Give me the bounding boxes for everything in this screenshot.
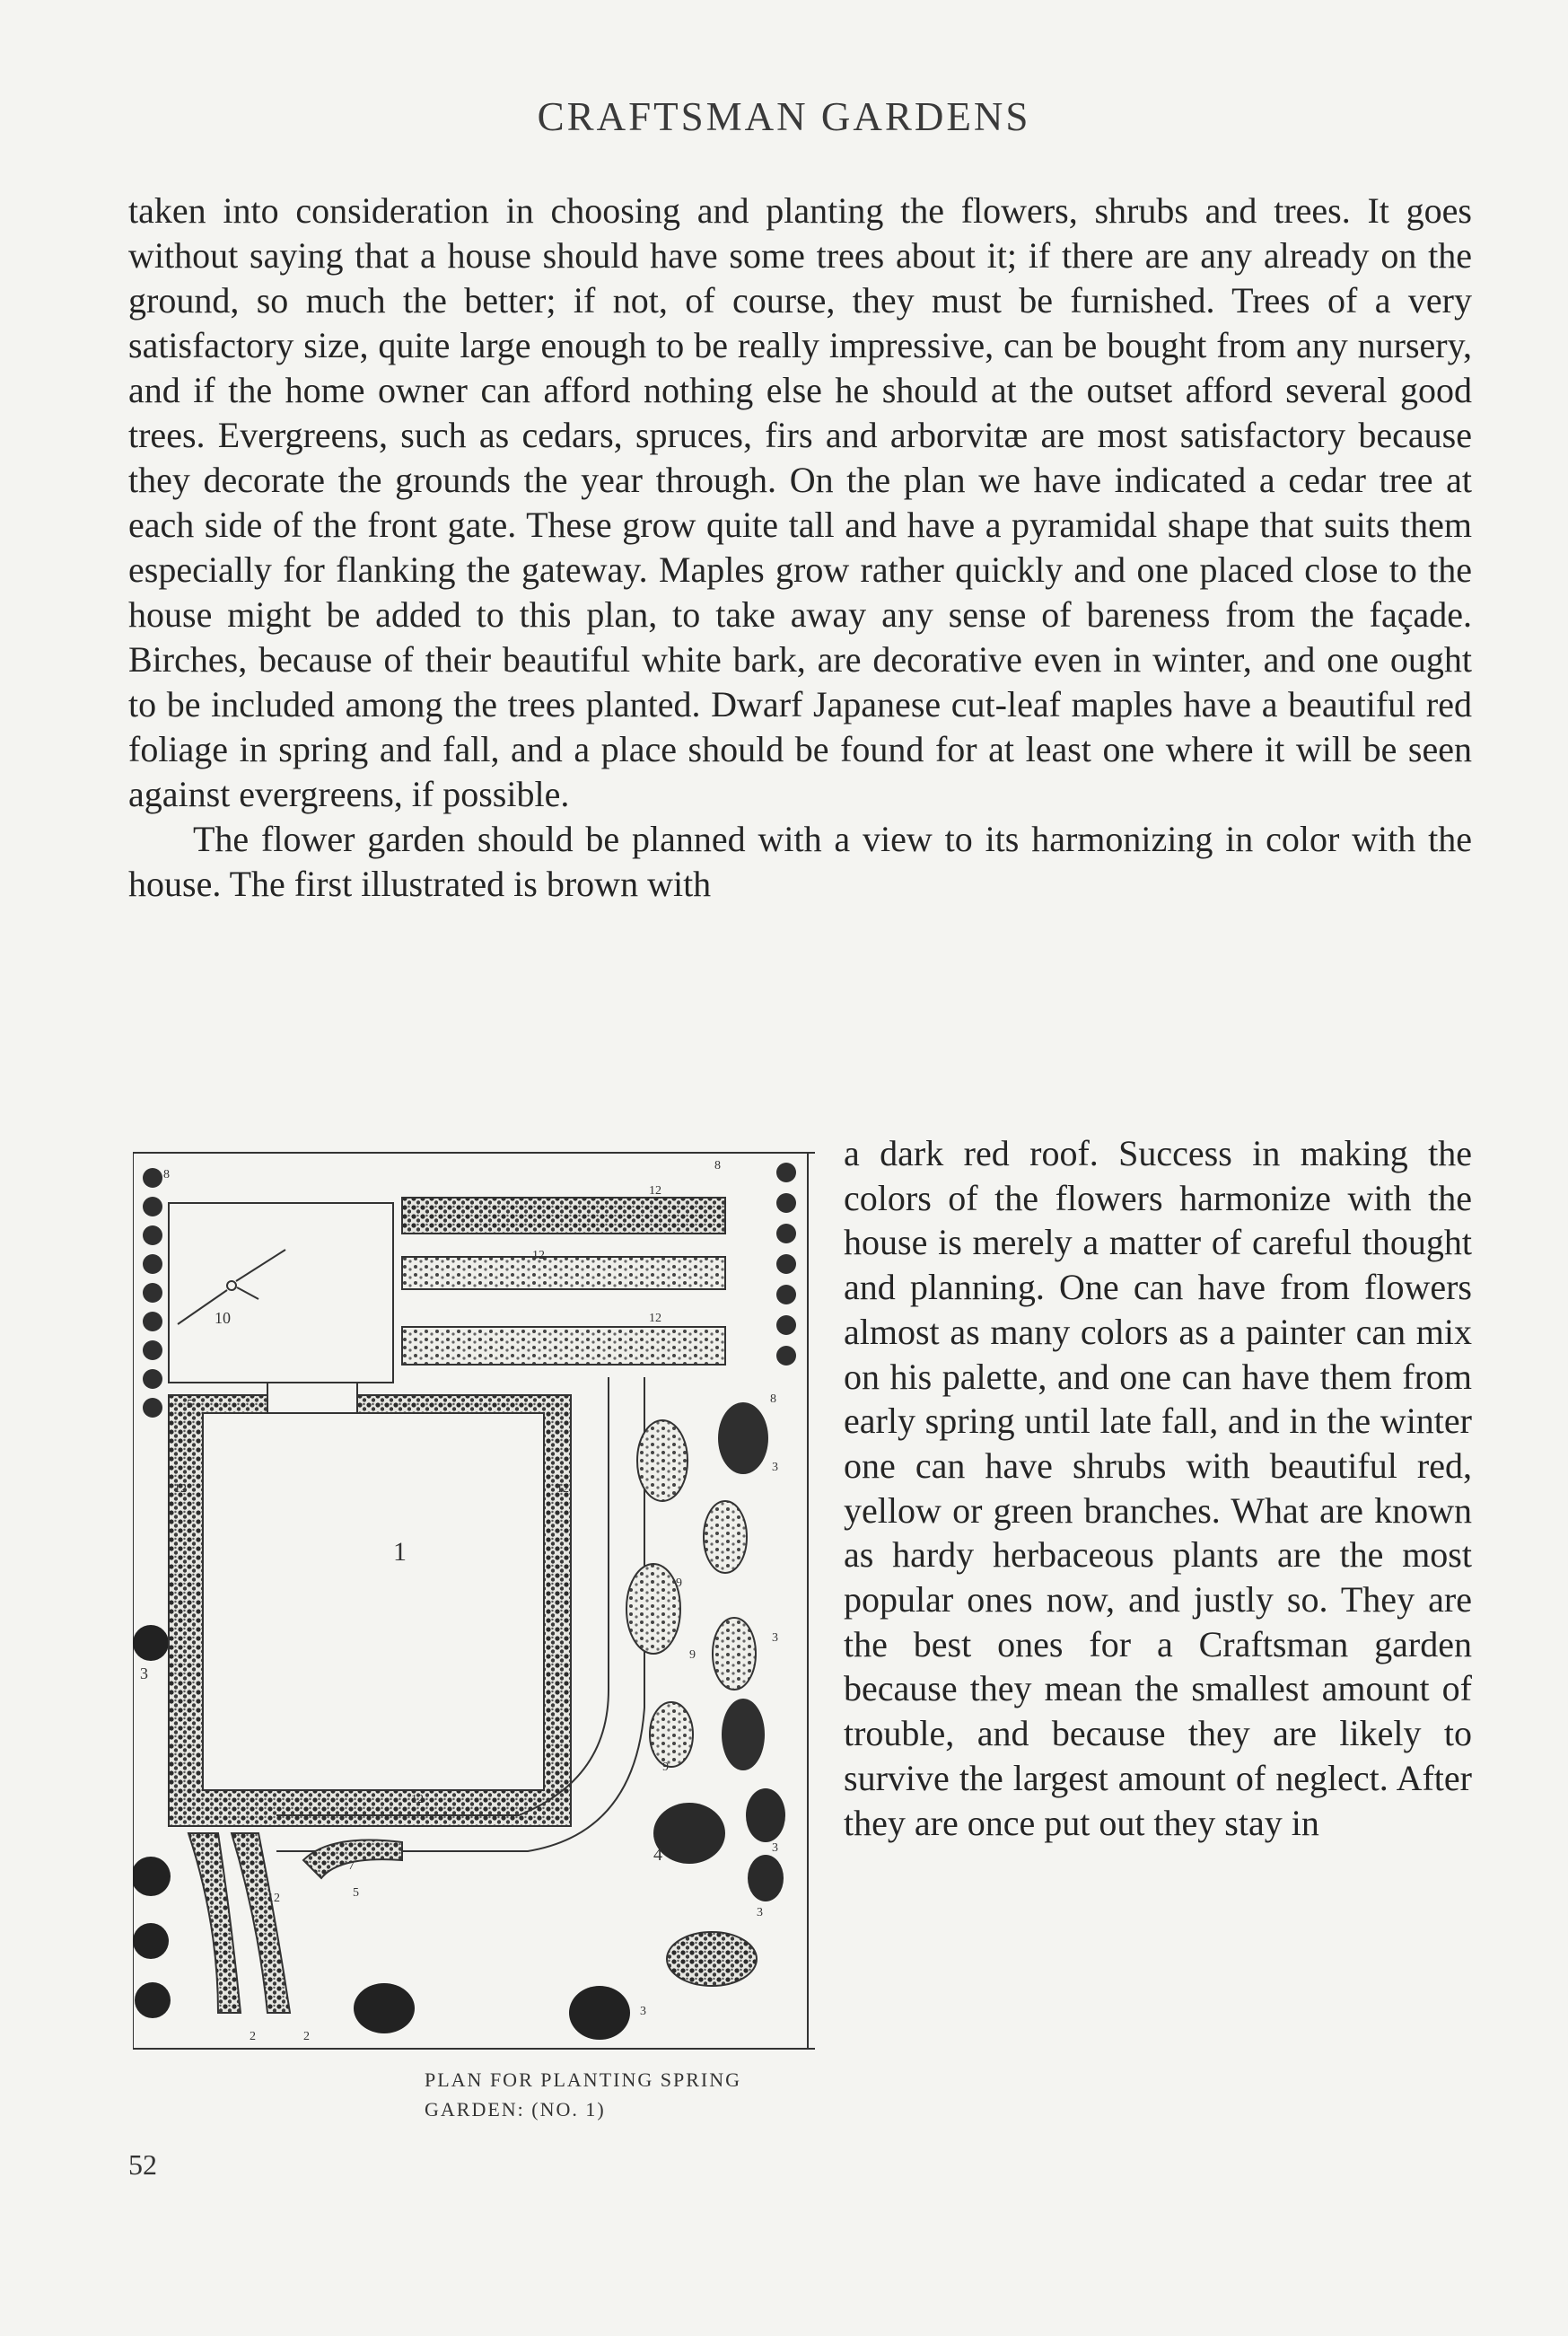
right-hedge-shrubs — [776, 1163, 796, 1366]
caption-line-1: PLAN FOR PLANTING SPRING — [425, 2068, 741, 2091]
label-4: 4 — [653, 1845, 662, 1865]
flower-bed-1 — [402, 1198, 725, 1234]
lawn-sundial — [178, 1250, 285, 1324]
label-12-bed-top: 12 — [649, 1184, 661, 1198]
paragraph-flower-garden: The flower garden should be planned with a view to its harmonizing in color with the house. The first illustrated is brown with — [128, 819, 1472, 904]
label-7: 7 — [348, 1859, 355, 1873]
house-porch — [267, 1383, 357, 1413]
left-lower-shrubs — [133, 1625, 171, 2018]
label-12-house-right: 12 — [556, 1482, 569, 1496]
label-9-b: 9 — [689, 1648, 696, 1662]
garden-plan-figure — [133, 1151, 815, 2062]
label-5-house-left: 5 — [187, 1398, 193, 1411]
paragraph-trees: taken into consideration in choosing and planting the flowers, shrubs and trees. It goes without saying that a house should have some trees about it; if there are any already on the ground, so much the better; if not, of course, they must be furnished. Trees of a very satisfactory size, quite large enough to be really impressive, can be bought from any nursery, and if the home owner can afford nothing else he should at the outset afford several good trees. Evergreens, such as cedars, spruces, firs and arborvitæ are most satisfactory because they decorate the grounds the year through. On the plan we have indicated a cedar tree at each side of the front gate. These grow quite tall and have a pyramidal shape that suits them especially for flanking the gateway. Maples grow rather quickly and one placed close to the house might be added to this plan, to take away any sense of bareness from the façade. Birches, because of their beautiful white bark, are decorative even in winter, and one ought to be included among the trees planted. Dwarf Japanese cut-leaf maples have a beautiful red foliage in spring and fall, and a place should be found for at least one where it will be seen against evergreens, if possible. — [128, 190, 1472, 814]
page-number: 52 — [128, 2148, 157, 2181]
label-3-bottom: 3 — [640, 2005, 646, 2018]
side-column-text — [844, 1131, 1472, 1845]
running-head: CRAFTSMAN GARDENS — [537, 94, 1031, 139]
label-1-house: 1 — [393, 1537, 407, 1567]
main-text — [128, 189, 1472, 907]
label-3-right-d: 3 — [757, 1906, 763, 1919]
flower-bed-2 — [402, 1257, 725, 1289]
label-8-top-left: 8 — [163, 1168, 170, 1181]
flower-bed-3 — [402, 1327, 725, 1365]
caption-line-2: GARDEN: (NO. 1) — [425, 2098, 606, 2121]
trees-right — [569, 1402, 785, 2040]
label-3-right-c: 3 — [772, 1841, 778, 1855]
label-5-walk: 5 — [353, 1886, 359, 1900]
label-12-house-left: 12 — [174, 1482, 187, 1496]
left-hedge-shrubs — [143, 1168, 162, 1418]
label-8-right: 8 — [770, 1392, 776, 1406]
label-9-c: 9 — [662, 1761, 669, 1774]
label-8-top-right: 8 — [714, 1159, 721, 1172]
label-12-walk: 12 — [267, 1892, 280, 1905]
lawn-plot — [169, 1203, 393, 1383]
label-12-bed-low: 12 — [649, 1312, 661, 1325]
label-12-house-bottom: 12 — [411, 1793, 424, 1806]
paragraph-colors: a dark red roof. Success in making the colors of the flowers harmonize with the house is merely a matter of careful thought and planning. One can have from flowers almost as many colors as a painter can mix on his palette, and one can have them from early spring until late fall, and in the winter one can have shrubs with beautiful red, yellow or green branches. What are known as hardy herbaceous plants are the most popular ones now, and justly so. They are the best ones for a Craftsman garden because they mean the smallest amount of trouble, and because they are likely to survive the largest amount of neglect. After they are once put out they stay in — [844, 1133, 1472, 1843]
label-12-bed-mid: 12 — [532, 1249, 545, 1262]
label-9-a: 9 — [676, 1576, 682, 1590]
label-2-a: 2 — [250, 2030, 256, 2043]
label-3-right-a: 3 — [772, 1461, 778, 1474]
figure-caption — [425, 2065, 837, 2124]
label-10-lawn: 10 — [215, 1309, 231, 1327]
label-3-left: 3 — [140, 1664, 148, 1682]
house — [203, 1413, 544, 1790]
label-3-right-b: 3 — [772, 1631, 778, 1645]
label-2-b: 2 — [303, 2030, 310, 2043]
front-walk-hedges — [188, 1833, 415, 2033]
